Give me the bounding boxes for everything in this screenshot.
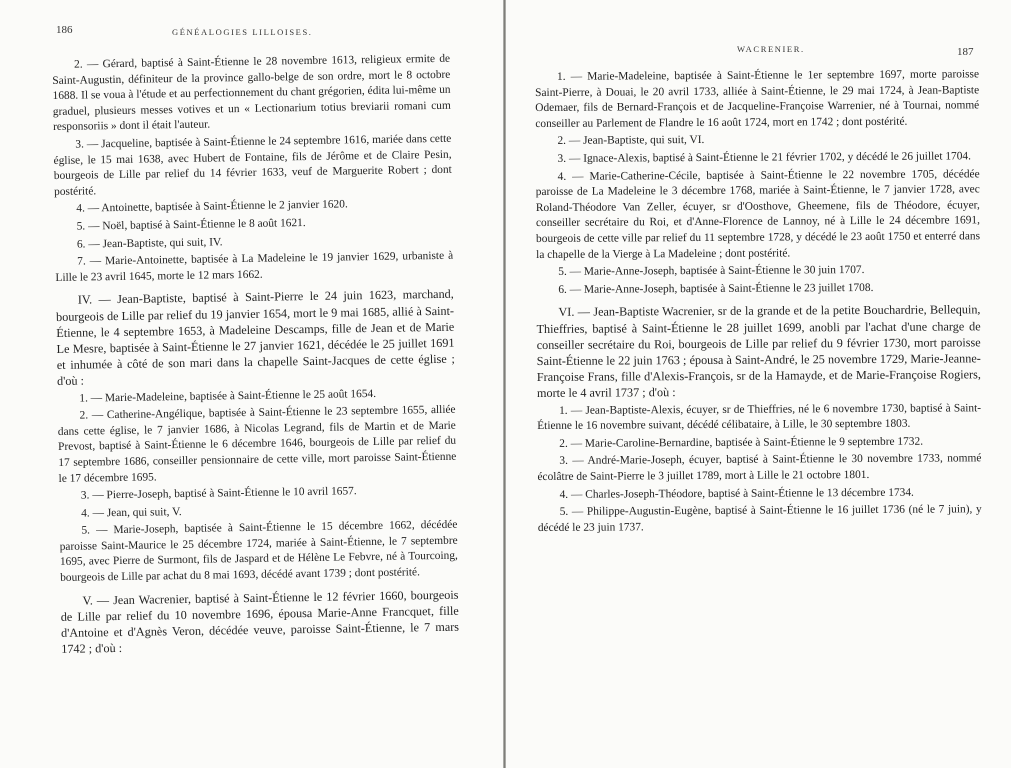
page-body (52, 52, 459, 660)
entry-paragraph: 4. — Antoinette, baptisée à Saint-Étienne le 2 janvier 1620. (76, 198, 348, 215)
entry-paragraph: 7. — Marie-Antoinette, baptisée à La Madeleine le 19 janvier 1629, urbaniste à Lille le 23 avril 1645, morte le 12 mars 1662. (55, 249, 454, 284)
entry-paragraph: 2. — Gérard, baptisé à Saint-Étienne le 28 novembre 1613, religieux ermite de Saint-Augustin, définiteur de la province gallo-belge de son ordre, mort le 8 octobre 1688. Il se voua à l'étude et au perfectionnement du chant grégorien, édita lui-même un graduel, plusieurs messes votives et un « Lectionarium totius breviarii romani cum responsoriis » dont il était l'auteur. (52, 52, 451, 134)
entry-paragraph: 1. — Marie-Madeleine, baptisée à Saint-Étienne le 25 août 1654. (79, 387, 377, 405)
entry-paragraph: 3. — Ignace-Alexis, baptisé à Saint-Étienne le 21 février 1702, y décédé le 26 juillet 1704. (557, 150, 971, 165)
entry-paragraph: 2. — Catherine-Angélique, baptisée à Saint-Étienne le 23 septembre 1655, alliée dans cette église, le 7 janvier 1686, à Nicolas Legrand, fils de Martin et de Marie Prevost, baptisé à Saint-Étienne le 6 décembre 1646, bourgeois de Lille par relief du 17 septembre 1686, conseiller pensionnaire de cette ville, mort paroisse Saint-Étienne le 17 décembre 1695. (57, 403, 457, 485)
entry-paragraph: 1. — Jean-Baptiste-Alexis, écuyer, sr de Thieffries, né le 6 novembre 1730, baptisé à Saint-Étienne le 16 novembre suivant, décédé célibataire, à Lille, le 30 septembre 1803. (537, 401, 982, 433)
entry-paragraph: 3. — Jacqueline, baptisée à Saint-Étienne le 24 septembre 1616, mariée dans cette église, le 15 mai 1638, avec Hubert de Fontaine, fils de Jérôme et de Claire Pesin, bourgeois de Lille par relief du 14 février 1633, veuf de Marguerite Robert ; dont postérité. (53, 132, 452, 198)
running-head: WACRENIER. (737, 44, 805, 54)
running-head: GÉNÉALOGIES LILLOISES. (172, 27, 313, 37)
generation-heading-paragraph: IV. — Jean-Baptiste, baptisé à Saint-Pierre le 24 juin 1623, marchand, bourgeois de Lille par relief du 19 janvier 1654, mort le 9 mai 1685, allié à Saint-Étienne, le 4 septembre 1653, à Madeleine Descamps, fille de Jean et de Marie Le Mesre, baptisée à Saint-Étienne le 27 janvier 1621, décédée le 25 juillet 1691 et inhumée à côté de son mari dans la chapelle Saint-Jacques de cette église ; d'où : (55, 287, 455, 389)
entry-paragraph: 4. — Jean, qui suit, V. (81, 505, 182, 520)
entry-paragraph: 3. — André-Marie-Joseph, écuyer, baptisé à Saint-Étienne le 30 novembre 1733, nommé écolâtre de Saint-Pierre le 3 juillet 1789, mort à Lille le 21 octobre 1801. (537, 452, 982, 483)
page-body (535, 67, 982, 538)
generation-heading-paragraph: VI. — Jean-Baptiste Wacrenier, sr de la grande et de la petite Bouchardrie, Bellequin, Thieffries, baptisé à Saint-Étienne le 28 juillet 1699, anobli par l'achat d'une charge de conseiller secrétaire du Roi, bourgeois de Lille par relief du 9 février 1730, mort paroisse Saint-Étienne le 22 juin 1763 ; épousa à Saint-André, le 25 novembre 1729, Marie-Jeanne-Françoise Frans, fille d'Alexis-François, sr de la Hamayde, et de Marie-Françoise Rogiers, morte le 4 avril 1737 ; d'où : (536, 302, 981, 401)
book-gutter (503, 0, 506, 768)
entry-paragraph: 5. — Noël, baptisé à Saint-Étienne le 8 août 1621. (76, 216, 306, 233)
entry-paragraph: 4. — Charles-Joseph-Théodore, baptisé à Saint-Étienne le 13 décembre 1734. (559, 486, 914, 501)
entry-paragraph: 6. — Jean-Baptiste, qui suit, IV. (76, 235, 223, 251)
entry-paragraph: 5. — Marie-Anne-Joseph, baptisée à Saint-Étienne le 30 juin 1707. (558, 264, 865, 278)
entry-paragraph: 1. — Marie-Madeleine, baptisée à Saint-Étienne le 1er septembre 1697, morte paroisse Saint-Pierre, à Douai, le 20 avril 1733, alliée à Saint-Étienne, le 29 mai 1724, à Jean-Baptiste Odemaer, fils de Bernard-François et de Jacqueline-Françoise Warrenier, né à Tournai, nommé conseiller au Parlement de Flandre le 16 août 1724, mort en 1742 ; dont postérité. (535, 68, 980, 130)
entry-paragraph: 4. — Marie-Catherine-Cécile, baptisée à Saint-Étienne le 22 novembre 1705, décédée paroisse de La Madeleine le 3 décembre 1768, mariée à Saint-Étienne, le 7 janvier 1728, avec Roland-Théodore Van Zeller, écuyer, sr d'Oosthove, Gheemene, fils de Théodore, écuyer, conseiller secrétaire du Roi, et d'Anne-Florence de Lannoy, né à Lille le 24 décembre 1691, bourgeois de cette ville par relief du 11 septembre 1728, y décédé le 23 août 1750 et enterré dans la chapelle de la Vierge à La Madeleine ; dont postérité. (535, 167, 981, 261)
entry-paragraph: 3. — Pierre-Joseph, baptisé à Saint-Étienne le 10 avril 1657. (80, 485, 357, 502)
entry-paragraph: 2. — Jean-Baptiste, qui suit, VI. (557, 134, 705, 148)
generation-heading-paragraph: V. — Jean Wacrenier, baptisé à Saint-Étienne le 12 février 1660, bourgeois de Lille par relief du 10 novembre 1696, épousa Marie-Anne Francquet, fille d'Antoine et d'Agnès Veron, décédée veuve, paroisse Saint-Étienne, le 7 mars 1742 ; d'où : (60, 587, 460, 657)
right-page (507, 0, 1011, 768)
page-number: 186 (56, 24, 73, 36)
entry-paragraph: 5. — Philippe-Augustin-Eugène, baptisé à Saint-Étienne le 16 juillet 1736 (né le 7 juin), y décédé le 23 juin 1737. (537, 503, 982, 534)
left-page (0, 0, 505, 768)
page-number: 187 (957, 46, 974, 58)
entry-paragraph: 6. — Marie-Anne-Joseph, baptisée à Saint-Étienne le 23 juillet 1708. (558, 281, 874, 296)
entry-paragraph: 5. — Marie-Joseph, baptisée à Saint-Étienne le 15 décembre 1662, décédée paroisse Saint-Maurice le 25 décembre 1724, mariée à Saint-Étienne, le 7 septembre 1695, avec Pierre de Surmont, fils de Jaspard et de Hélène Le Febvre, né à Tourcoing, bourgeois de Lille par achat du 8 mai 1693, décédé avant 1739 ; dont postérité. (59, 518, 458, 584)
entry-paragraph: 2. — Marie-Caroline-Bernardine, baptisée à Saint-Étienne le 9 septembre 1732. (559, 435, 924, 450)
